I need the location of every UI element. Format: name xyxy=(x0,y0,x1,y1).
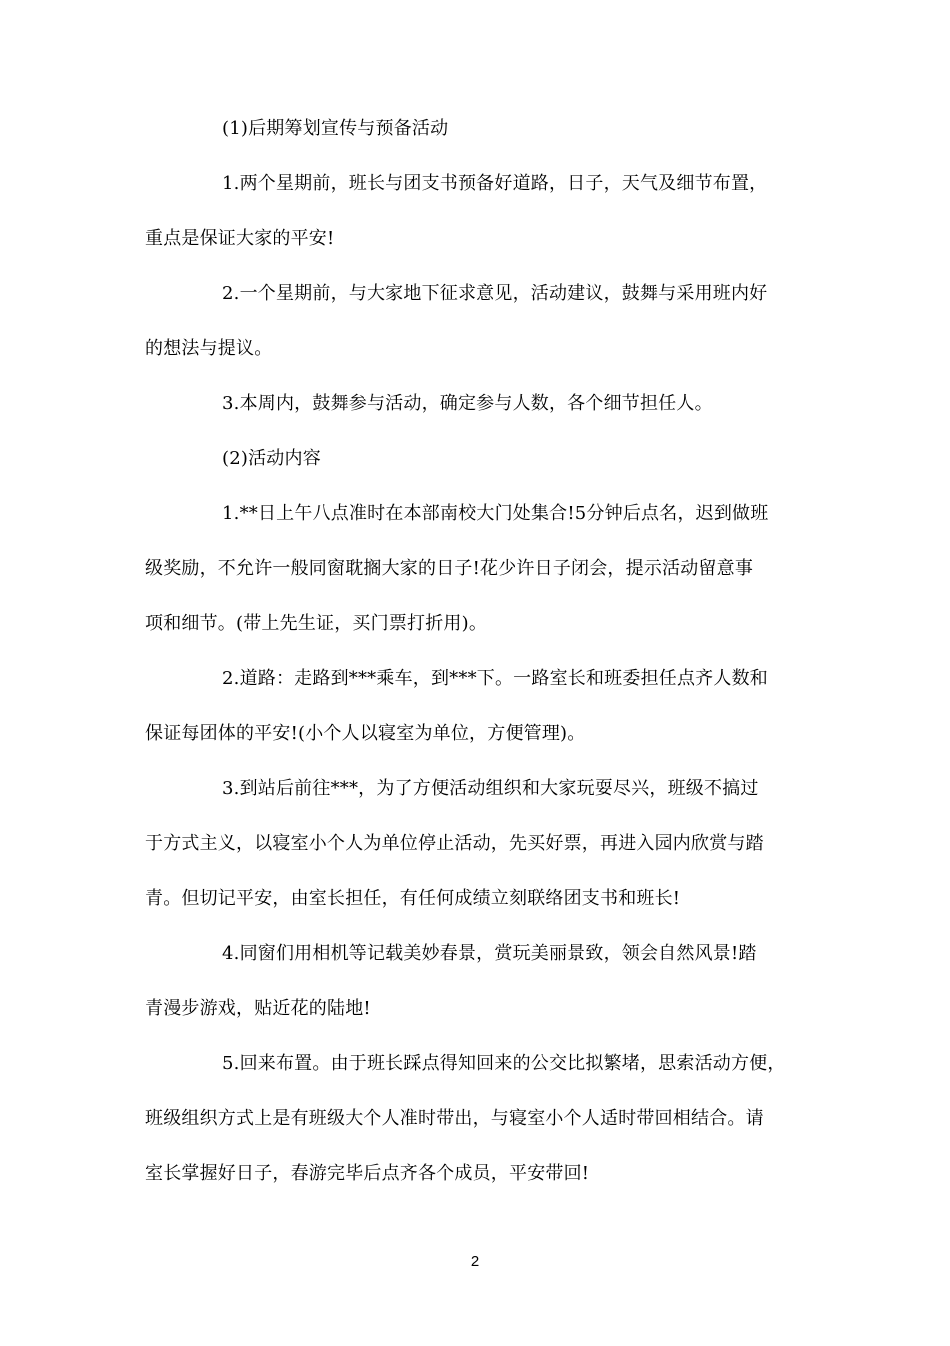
paragraph-line: 的想法与提议。 xyxy=(145,338,273,359)
paragraph-line: 2.一个星期前，与大家地下征求意见，活动建议，鼓舞与采用班内好 xyxy=(222,283,768,304)
paragraph-line: 级奖励，不允许一般同窗耽搁大家的日子!花少许日子闭会，提示活动留意事 xyxy=(145,558,754,579)
paragraph-line: 1.**日上午八点准时在本部南校大门处集合!5分钟后点名，迟到做班 xyxy=(222,503,769,524)
paragraph-line: 室长掌握好日子，春游完毕后点齐各个成员，平安带回! xyxy=(145,1163,590,1184)
paragraph-line: 5.回来布置。由于班长踩点得知回来的公交比拟繁堵，思索活动方便， xyxy=(222,1053,786,1074)
paragraph-line: 青。但切记平安，由室长担任，有任何成绩立刻联络团支书和班长! xyxy=(145,888,681,909)
section-heading-planning: (1)后期筹划宣传与预备活动 xyxy=(222,118,449,139)
paragraph-line: 重点是保证大家的平安! xyxy=(145,228,335,249)
paragraph-line: 4.同窗们用相机等记载美妙春景，赏玩美丽景致，领会自然风景!踏 xyxy=(222,943,757,964)
page-number: 2 xyxy=(470,1253,480,1270)
paragraph-line: 1.两个星期前，班长与团支书预备好道路，日子，天气及细节布置， xyxy=(222,173,768,194)
paragraph-line: 保证每团体的平安!(小个人以寝室为单位，方便管理)。 xyxy=(145,723,586,744)
paragraph-line: 3.本周内，鼓舞参与活动，确定参与人数，各个细节担任人。 xyxy=(222,393,713,414)
section-heading-content: (2)活动内容 xyxy=(222,448,321,469)
paragraph-line: 3.到站后前往***，为了方便活动组织和大家玩耍尽兴，班级不搞过 xyxy=(222,778,759,799)
paragraph-line: 2.道路：走路到***乘车，到***下。一路室长和班委担任点齐人数和 xyxy=(222,668,768,689)
paragraph-line: 班级组织方式上是有班级大个人准时带出，与寝室小个人适时带回相结合。请 xyxy=(145,1108,764,1129)
paragraph-line: 青漫步游戏，贴近花的陆地! xyxy=(145,998,371,1019)
paragraph-line: 项和细节。(带上先生证，买门票打折用)。 xyxy=(145,613,488,634)
paragraph-line: 于方式主义，以寝室小个人为单位停止活动，先买好票，再进入园内欣赏与踏 xyxy=(145,833,764,854)
